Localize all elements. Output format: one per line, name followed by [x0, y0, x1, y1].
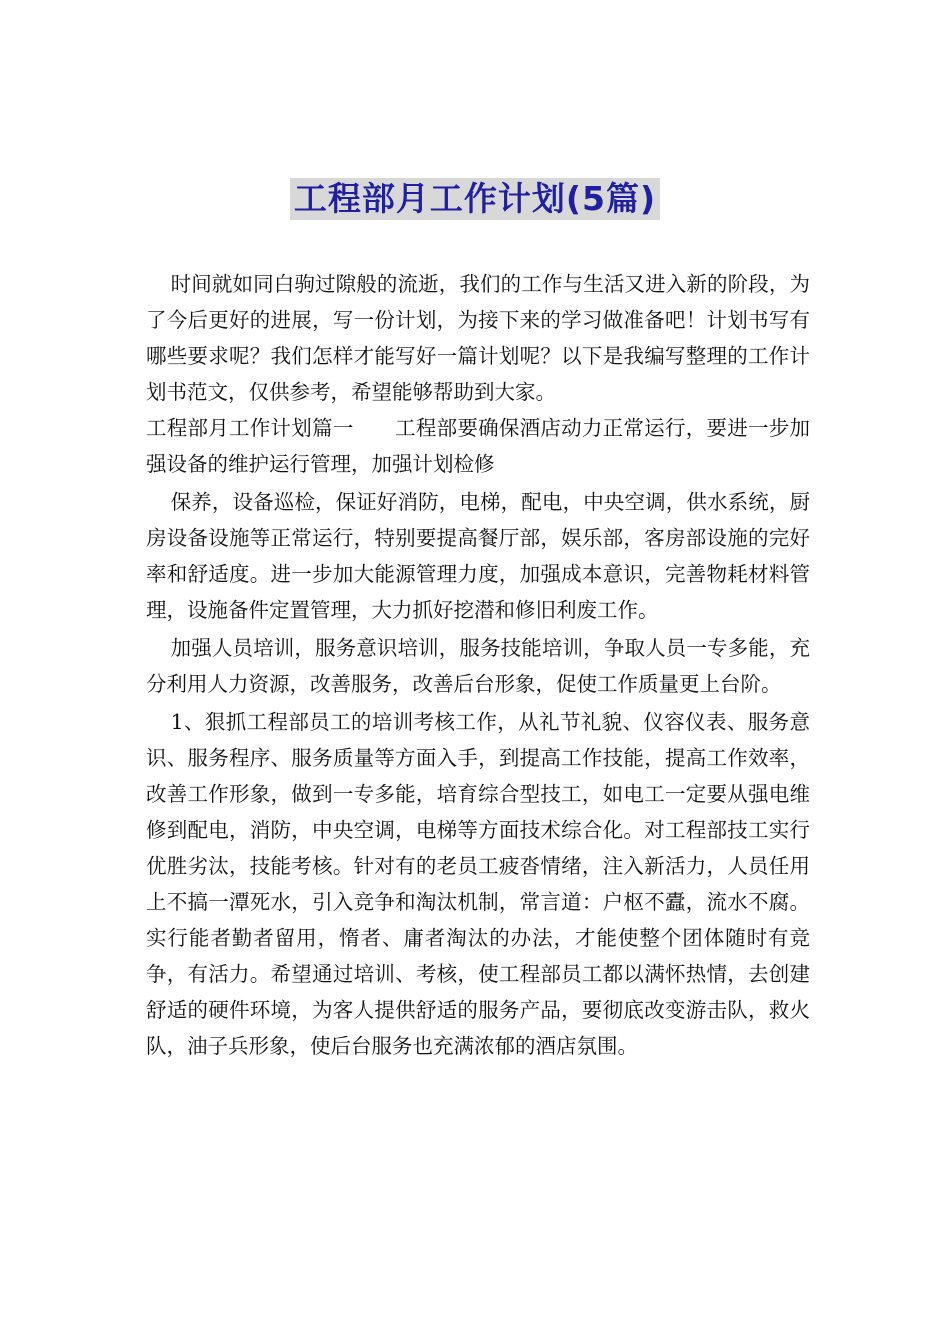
document-body: [146, 266, 810, 1064]
paragraph-item-1: 1、狠抓工程部员工的培训考核工作，从礼节礼貌、仪容仪表、服务意识、服务程序、服务质量等方面入手，到提高工作技能，提高工作效率，改善工作形象，做到一专多能，培育综合型技工，如电工一定要从强电维修到配电，消防，中央空调，电梯等方面技术综合化。对工程部技工实行优胜劣汰，技能考核。针对有的老员工疲沓情绪，注入新活力，人员任用上不搞一潭死水，引入竞争和淘汰机制，常言道：户枢不蠹，流水不腐。实行能者勤者留用，惰者、庸者淘汰的办法，才能使整个团体随时有竞争，有活力。希望通过培训、考核，使工程部员工都以满怀热情，去创建舒适的硬件环境，为客人提供舒适的服务产品，要彻底改变游击队，救火队，油子兵形象，使后台服务也充满浓郁的酒店氛围。: [146, 710, 810, 1058]
paragraph-maintenance: 保养，设备巡检，保证好消防，电梯，配电，中央空调，供水系统，厨房设备设施等正常运行，特别要提高餐厅部，娱乐部，客房部设施的完好率和舒适度。进一步加大能源管理力度，加强成本意识，完善物耗材料管理，设施备件定置管理，大力抓好挖潜和修旧利废工作。: [146, 490, 810, 622]
document-title: 工程部月工作计划(5篇): [290, 178, 660, 220]
title-container: [0, 178, 950, 220]
paragraph-intro: 时间就如同白驹过隙般的流逝，我们的工作与生活又进入新的阶段，为了今后更好的进展，写一份计划，为接下来的学习做准备吧！计划书写有哪些要求呢？我们怎样才能写好一篇计划呢？以下是我编写整理的工作计划书范文，仅供参考，希望能够帮助到大家。: [146, 272, 810, 404]
paragraph-training: 加强人员培训，服务意识培训，服务技能培训，争取人员一专多能，充分利用人力资源，改善服务，改善后台形象，促使工作质量更上台阶。: [146, 636, 810, 696]
paragraph-section-heading: 工程部月工作计划篇一 工程部要确保酒店动力正常运行，要进一步加强设备的维护运行管理，加强计划检修: [146, 416, 810, 476]
